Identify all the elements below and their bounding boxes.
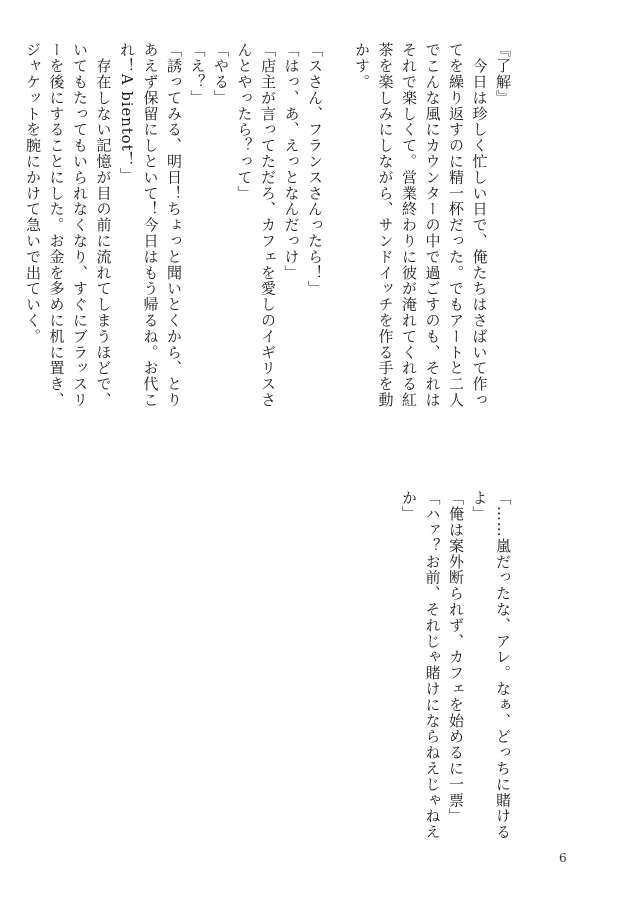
text-line: 存在しない記憶が目の前に流れてしまうほどで、 — [94, 42, 113, 408]
text-line: よ」 — [470, 490, 489, 522]
text-line: てを繰り返すのに精一杯だった。でもアートと二人 — [447, 42, 465, 408]
text-line: 「誘ってみる、明日！ちょっと聞いとくから、とり — [165, 42, 183, 408]
text-line: 「スさん、フランスさんったら！」 — [306, 42, 324, 297]
text-line: あえず保留にしといて！今日はもう帰るね。お代こ — [141, 42, 160, 408]
text-line: かす。 — [353, 42, 371, 90]
text-line: 「ハァ？お前、それじゃ賭けにならねえじゃねえ — [423, 490, 442, 840]
text-line: ジャケットを腕にかけて急いで出ていく。 — [24, 42, 42, 345]
upper-text-block — [21, 42, 515, 417]
text-line: んとやったら？って」 — [235, 42, 254, 201]
text-line: か」 — [400, 490, 418, 522]
text-line: 『了解』 — [494, 42, 512, 106]
text-line: 茶を楽しみにしながら、サンドイッチを作る手を動 — [376, 42, 395, 408]
blank-line — [326, 42, 350, 417]
text-line: 今日は珍しく忙しい日で、俺たちはさばいて作っ — [470, 42, 489, 408]
text-line: それで楽しくて。営業終わりに彼が淹れてくれる紅 — [400, 42, 418, 408]
lower-text-block — [397, 490, 515, 840]
text-line: 「……嵐だったな、アレ。なぁ、どっちに賭ける — [494, 490, 512, 840]
text-line: 「やる」 — [212, 42, 230, 106]
text-line: でこんな風にカウンターの中で過ごすのも、それは — [423, 42, 442, 408]
text-line: 「え？」 — [188, 42, 207, 106]
text-line: 「俺は案外断られず、カフェを始めるに一票」 — [447, 490, 465, 824]
text-line: 「店主が言ってただろ、カフェを愛しのイギリスさ — [259, 42, 277, 408]
text-line: 「はっ、あ、えっとなんだっけ」 — [282, 42, 301, 281]
text-line: ーを後にすることにした。お金を多めに机に置き、 — [47, 42, 66, 408]
text-line: れ！A bientot！」 — [118, 42, 136, 184]
page-number: 6 — [559, 851, 567, 865]
text-line: いてもたってもいられなくなり、すぐにブラッスリ — [71, 42, 89, 408]
